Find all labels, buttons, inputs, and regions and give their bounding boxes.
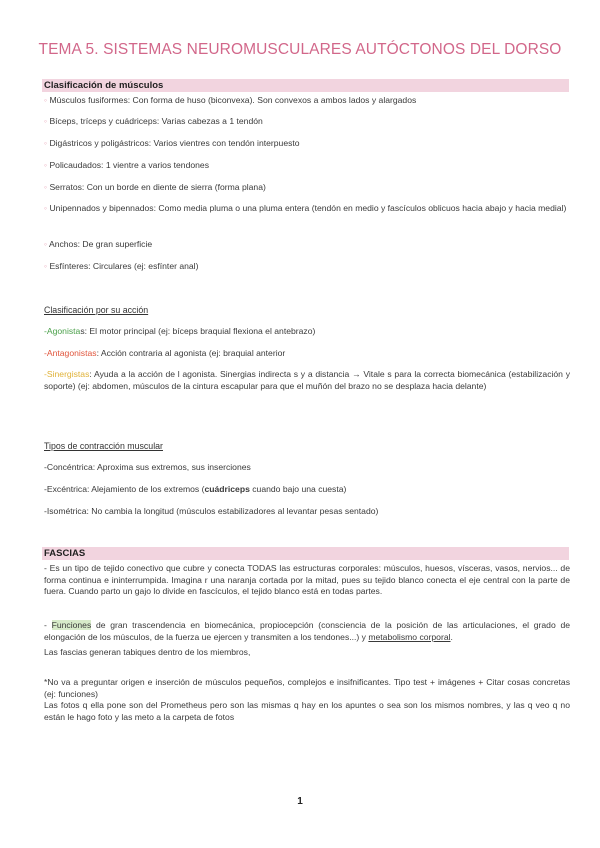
list-item-excentrica: -Excéntrica: Alejamiento de los extremos (cuádriceps cuando bajo una cuesta) (44, 484, 347, 494)
term-sinergista: Sinergistas (46, 369, 90, 379)
bullet-icon: ◦ (44, 95, 48, 105)
section-heading-clasificacion: Clasificación de músculos (42, 79, 569, 92)
list-item: ◦ Unipennados y bipennados: Como media pluma o una pluma entera (tendón en medio y fascículos oblicuos hacia abajo y hacia medial) (44, 203, 567, 213)
paragraph-fotos: Las fotos q ella pone son del Prometheus pero son las mismas q hay en los apuntes o sea son los mismos nombres, y las q veo q no están le hago foto y las meto a la carpeta de fotos (44, 700, 570, 722)
page-number: 1 (297, 796, 303, 807)
list-item: ◦ Músculos fusiformes: Con forma de huso (biconvexa). Son convexos a ambos lados y alargados (44, 95, 417, 105)
list-item-agonista: -Agonistas: El motor principal (ej: bíceps braquial flexiona el antebrazo) (44, 326, 316, 336)
term-funciones: Funciones (51, 620, 92, 630)
list-item-sinergista: -Sinergistas: Ayuda a la acción de l agonista. Sinergias indirecta s y a distancia → Vitale s para la correcta biomecánica (estabilización y soporte) (ej: abdomen, músculos de la cintura escapular para que el muñón del brazo no se desplaza hacia delante) (44, 369, 570, 391)
list-item: ◦ Serratos: Con un borde en diente de sierra (forma plana) (44, 182, 266, 192)
section-heading-accion: Clasificación por su acción (44, 305, 149, 315)
list-item: ◦ Bíceps, tríceps y cuádriceps: Varias cabezas a 1 tendón (44, 116, 263, 126)
list-item: ◦ Policaudados: 1 vientre a varios tendones (44, 160, 210, 170)
paragraph-nota: *No va a preguntar origen e inserción de músculos pequeños, complejos e insifnificantes. Tipo test + imágenes + Citar cosas concretas (ej: funciones) (44, 677, 570, 699)
bullet-icon: ◦ (44, 138, 48, 148)
list-item-antagonista: -Antagonistas: Acción contraria al agonista (ej: braquial anterior (44, 348, 286, 358)
list-item-isometrica: -Isométrica: No cambia la longitud (músculos estabilizadores al levantar pesas sentado) (44, 506, 379, 516)
paragraph-tabiques: Las fascias generan tabiques dentro de los miembros, (44, 647, 251, 657)
section-heading-contraccion: Tipos de contracción muscular (44, 441, 163, 451)
term-antagonista: Antagonistas (46, 348, 97, 358)
page-title: TEMA 5. SISTEMAS NEUROMUSCULARES AUTÓCTONOS DEL DORSO (38, 41, 562, 58)
list-item: ◦ Digástricos y poligástricos: Varios vientres con tendón interpuesto (44, 138, 300, 148)
bullet-icon: ◦ (44, 160, 48, 170)
bullet-icon: ◦ (44, 261, 48, 271)
bullet-icon: ◦ (44, 116, 48, 126)
list-item: ◦ Esfínteres: Circulares (ej: esfínter anal) (44, 261, 199, 271)
list-item: ◦ Anchos: De gran superficie (44, 239, 153, 249)
bullet-icon: ◦ (44, 239, 48, 249)
bullet-icon: ◦ (44, 203, 48, 213)
list-item-concentrica: -Concéntrica: Aproxima sus extremos, sus inserciones (44, 462, 251, 472)
bullet-icon: ◦ (44, 182, 48, 192)
term-agonista: Agonista (46, 326, 81, 336)
paragraph-fascias-definicion: - Es un tipo de tejido conectivo que cubre y conecta TODAS las estructuras corporales: músculos, huesos, vísceras, vasos, nervios... de forma continua e ininterrumpida. Imagina r una naranja cortada por la mitad, pues su tejido blanco conecta el eje central con la parte de fuera. Cuando parto un gajo lo divide en fascículos, el tejido blanco está en todas partes. (44, 563, 570, 596)
paragraph-fascias-funciones: - Funciones de gran trascendencia en biomecánica, propiocepción (consciencia de la posición de las articulaciones, el grado de elongación de los músculos, de la fuerza ue ejercen y transmiten a los tendones...) y metabolismo corporal. (44, 620, 571, 642)
section-heading-fascias: FASCIAS (42, 547, 569, 560)
